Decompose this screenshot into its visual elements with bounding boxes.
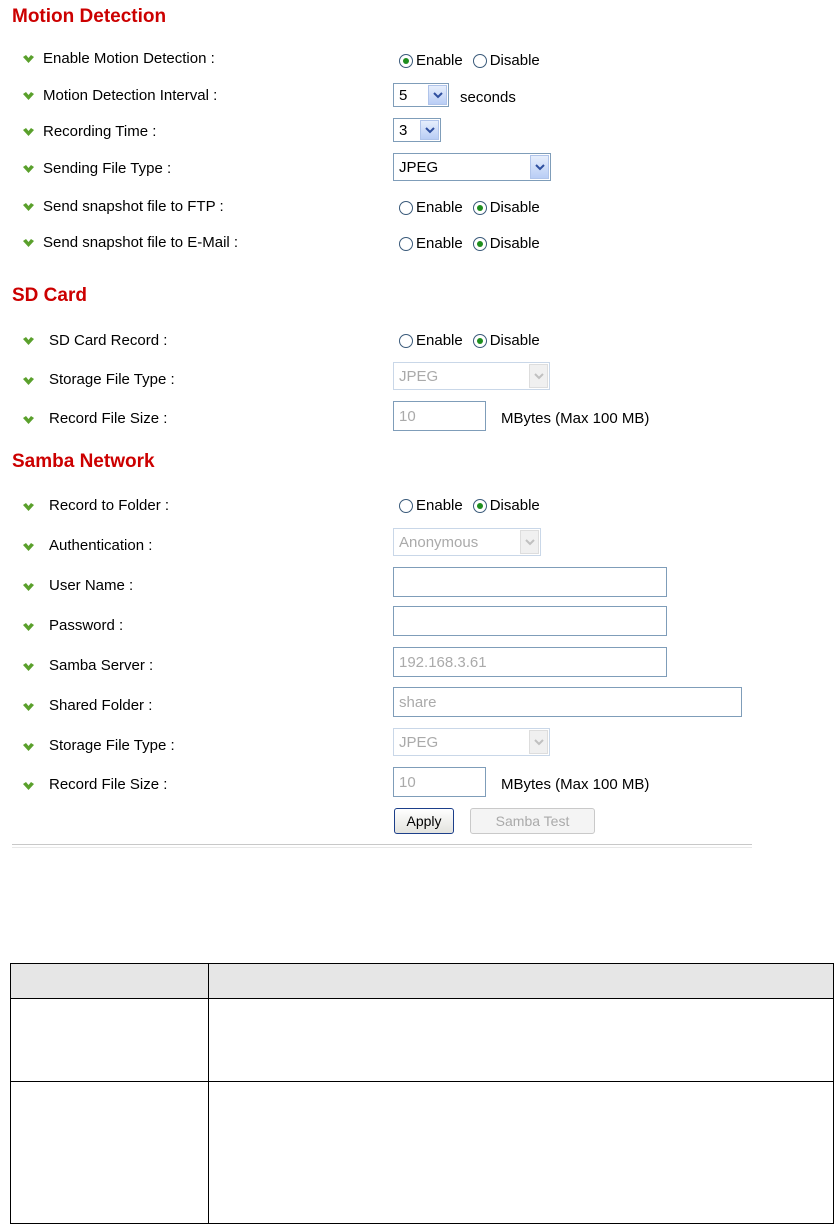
radio-label: Enable bbox=[416, 52, 463, 69]
radio-option-enable[interactable] bbox=[399, 497, 463, 514]
table-cell bbox=[11, 1082, 209, 1224]
radio-option-enable[interactable] bbox=[399, 332, 463, 349]
radio-button[interactable] bbox=[399, 499, 413, 513]
interval-unit-label: seconds bbox=[460, 89, 516, 106]
radio-label: Enable bbox=[416, 497, 463, 514]
radio-label: Disable bbox=[489, 235, 540, 252]
check-bullet-icon bbox=[23, 663, 33, 671]
sending-file-type-label: Sending File Type : bbox=[43, 160, 172, 177]
enable-motion-detection-radio-group bbox=[399, 52, 550, 69]
check-bullet-icon bbox=[23, 55, 33, 63]
section-title-motion-detection: Motion Detection bbox=[12, 6, 167, 27]
check-bullet-icon bbox=[23, 743, 33, 751]
send-snapshot-ftp-label: Send snapshot file to FTP : bbox=[43, 198, 224, 215]
table-header-cell bbox=[11, 964, 209, 999]
sd-record-file-size-input[interactable]: 10 bbox=[393, 401, 486, 431]
check-bullet-icon bbox=[23, 703, 33, 711]
check-bullet-icon bbox=[23, 92, 33, 100]
radio-button[interactable] bbox=[473, 237, 487, 251]
user-name-label: User Name : bbox=[49, 577, 134, 594]
radio-option-enable[interactable] bbox=[399, 199, 463, 216]
samba-server-label: Samba Server : bbox=[49, 657, 154, 674]
check-bullet-icon bbox=[23, 128, 33, 136]
sd-storage-file-type-label: Storage File Type : bbox=[49, 371, 175, 388]
table-cell bbox=[209, 1082, 834, 1224]
radio-label: Disable bbox=[489, 199, 540, 216]
radio-option-enable[interactable] bbox=[399, 52, 463, 69]
sd-card-record-label: SD Card Record : bbox=[49, 332, 168, 349]
recording-time-label: Recording Time : bbox=[43, 123, 157, 140]
table-cell bbox=[209, 999, 834, 1082]
chevron-down-icon[interactable] bbox=[530, 155, 549, 179]
section-title-samba-network: Samba Network bbox=[12, 451, 155, 472]
description-table bbox=[10, 963, 834, 1224]
shared-folder-input[interactable]: share bbox=[393, 687, 742, 717]
chevron-down-icon[interactable] bbox=[529, 730, 548, 754]
record-to-folder-radio-group bbox=[399, 497, 550, 514]
password-input[interactable] bbox=[393, 606, 667, 636]
check-bullet-icon bbox=[23, 782, 33, 790]
radio-button[interactable] bbox=[473, 499, 487, 513]
apply-button[interactable]: Apply bbox=[394, 808, 454, 834]
radio-button[interactable] bbox=[399, 334, 413, 348]
radio-label: Disable bbox=[489, 52, 540, 69]
check-bullet-icon bbox=[23, 203, 33, 211]
send-snapshot-email-label: Send snapshot file to E-Mail : bbox=[43, 234, 239, 251]
password-label: Password : bbox=[49, 617, 124, 634]
table-row bbox=[11, 1082, 834, 1224]
table-row bbox=[11, 999, 834, 1082]
section-title-sd-card: SD Card bbox=[12, 285, 87, 306]
sd-record-file-size-label: Record File Size : bbox=[49, 410, 168, 427]
radio-label: Enable bbox=[416, 199, 463, 216]
radio-button[interactable] bbox=[473, 334, 487, 348]
check-bullet-icon bbox=[23, 239, 33, 247]
select-value: 3 bbox=[399, 121, 408, 139]
radio-option-disable[interactable] bbox=[473, 497, 540, 514]
check-bullet-icon bbox=[23, 165, 33, 173]
select-value: JPEG bbox=[399, 367, 439, 385]
select-value: JPEG bbox=[399, 158, 439, 176]
samba-server-input[interactable]: 192.168.3.61 bbox=[393, 647, 667, 677]
select-value: 5 bbox=[399, 86, 408, 104]
shared-folder-label: Shared Folder : bbox=[49, 697, 153, 714]
user-name-input[interactable] bbox=[393, 567, 667, 597]
divider bbox=[12, 844, 752, 848]
samba-test-button[interactable]: Samba Test bbox=[470, 808, 595, 834]
radio-option-disable[interactable] bbox=[473, 235, 540, 252]
select-value: Anonymous bbox=[399, 533, 479, 551]
radio-button[interactable] bbox=[399, 201, 413, 215]
chevron-down-icon[interactable] bbox=[520, 530, 539, 554]
samba-record-file-size-input[interactable]: 10 bbox=[393, 767, 486, 797]
check-bullet-icon bbox=[23, 623, 33, 631]
radio-option-disable[interactable] bbox=[473, 332, 540, 349]
chevron-down-icon[interactable] bbox=[420, 120, 439, 140]
radio-label: Disable bbox=[489, 497, 540, 514]
table-cell bbox=[11, 999, 209, 1082]
chevron-down-icon[interactable] bbox=[529, 364, 548, 388]
radio-button[interactable] bbox=[399, 237, 413, 251]
send-snapshot-ftp-radio-group bbox=[399, 199, 550, 216]
radio-option-disable[interactable] bbox=[473, 52, 540, 69]
radio-label: Disable bbox=[489, 332, 540, 349]
samba-storage-file-type-select[interactable] bbox=[393, 728, 550, 756]
radio-option-enable[interactable] bbox=[399, 235, 463, 252]
table-header-row bbox=[11, 964, 834, 999]
sd-file-size-unit-label: MBytes (Max 100 MB) bbox=[501, 410, 650, 427]
check-bullet-icon bbox=[23, 377, 33, 385]
check-bullet-icon bbox=[23, 543, 33, 551]
radio-button[interactable] bbox=[399, 54, 413, 68]
motion-detection-interval-label: Motion Detection Interval : bbox=[43, 87, 218, 104]
radio-button[interactable] bbox=[473, 201, 487, 215]
sd-card-record-radio-group bbox=[399, 332, 550, 349]
recording-time-select[interactable] bbox=[393, 118, 441, 142]
send-snapshot-email-radio-group bbox=[399, 235, 550, 252]
authentication-label: Authentication : bbox=[49, 537, 153, 554]
radio-button[interactable] bbox=[473, 54, 487, 68]
select-value: JPEG bbox=[399, 733, 439, 751]
sending-file-type-select[interactable] bbox=[393, 153, 551, 181]
sd-storage-file-type-select[interactable] bbox=[393, 362, 550, 390]
authentication-select[interactable] bbox=[393, 528, 541, 556]
motion-interval-select[interactable] bbox=[393, 83, 449, 107]
radio-option-disable[interactable] bbox=[473, 199, 540, 216]
samba-file-size-unit-label: MBytes (Max 100 MB) bbox=[501, 776, 650, 793]
table-header-cell bbox=[209, 964, 834, 999]
check-bullet-icon bbox=[23, 583, 33, 591]
check-bullet-icon bbox=[23, 416, 33, 424]
check-bullet-icon bbox=[23, 337, 33, 345]
chevron-down-icon[interactable] bbox=[428, 85, 447, 105]
radio-label: Enable bbox=[416, 332, 463, 349]
check-bullet-icon bbox=[23, 503, 33, 511]
samba-record-file-size-label: Record File Size : bbox=[49, 776, 168, 793]
radio-label: Enable bbox=[416, 235, 463, 252]
samba-storage-file-type-label: Storage File Type : bbox=[49, 737, 175, 754]
enable-motion-detection-label: Enable Motion Detection : bbox=[43, 50, 215, 67]
record-to-folder-label: Record to Folder : bbox=[49, 497, 170, 514]
